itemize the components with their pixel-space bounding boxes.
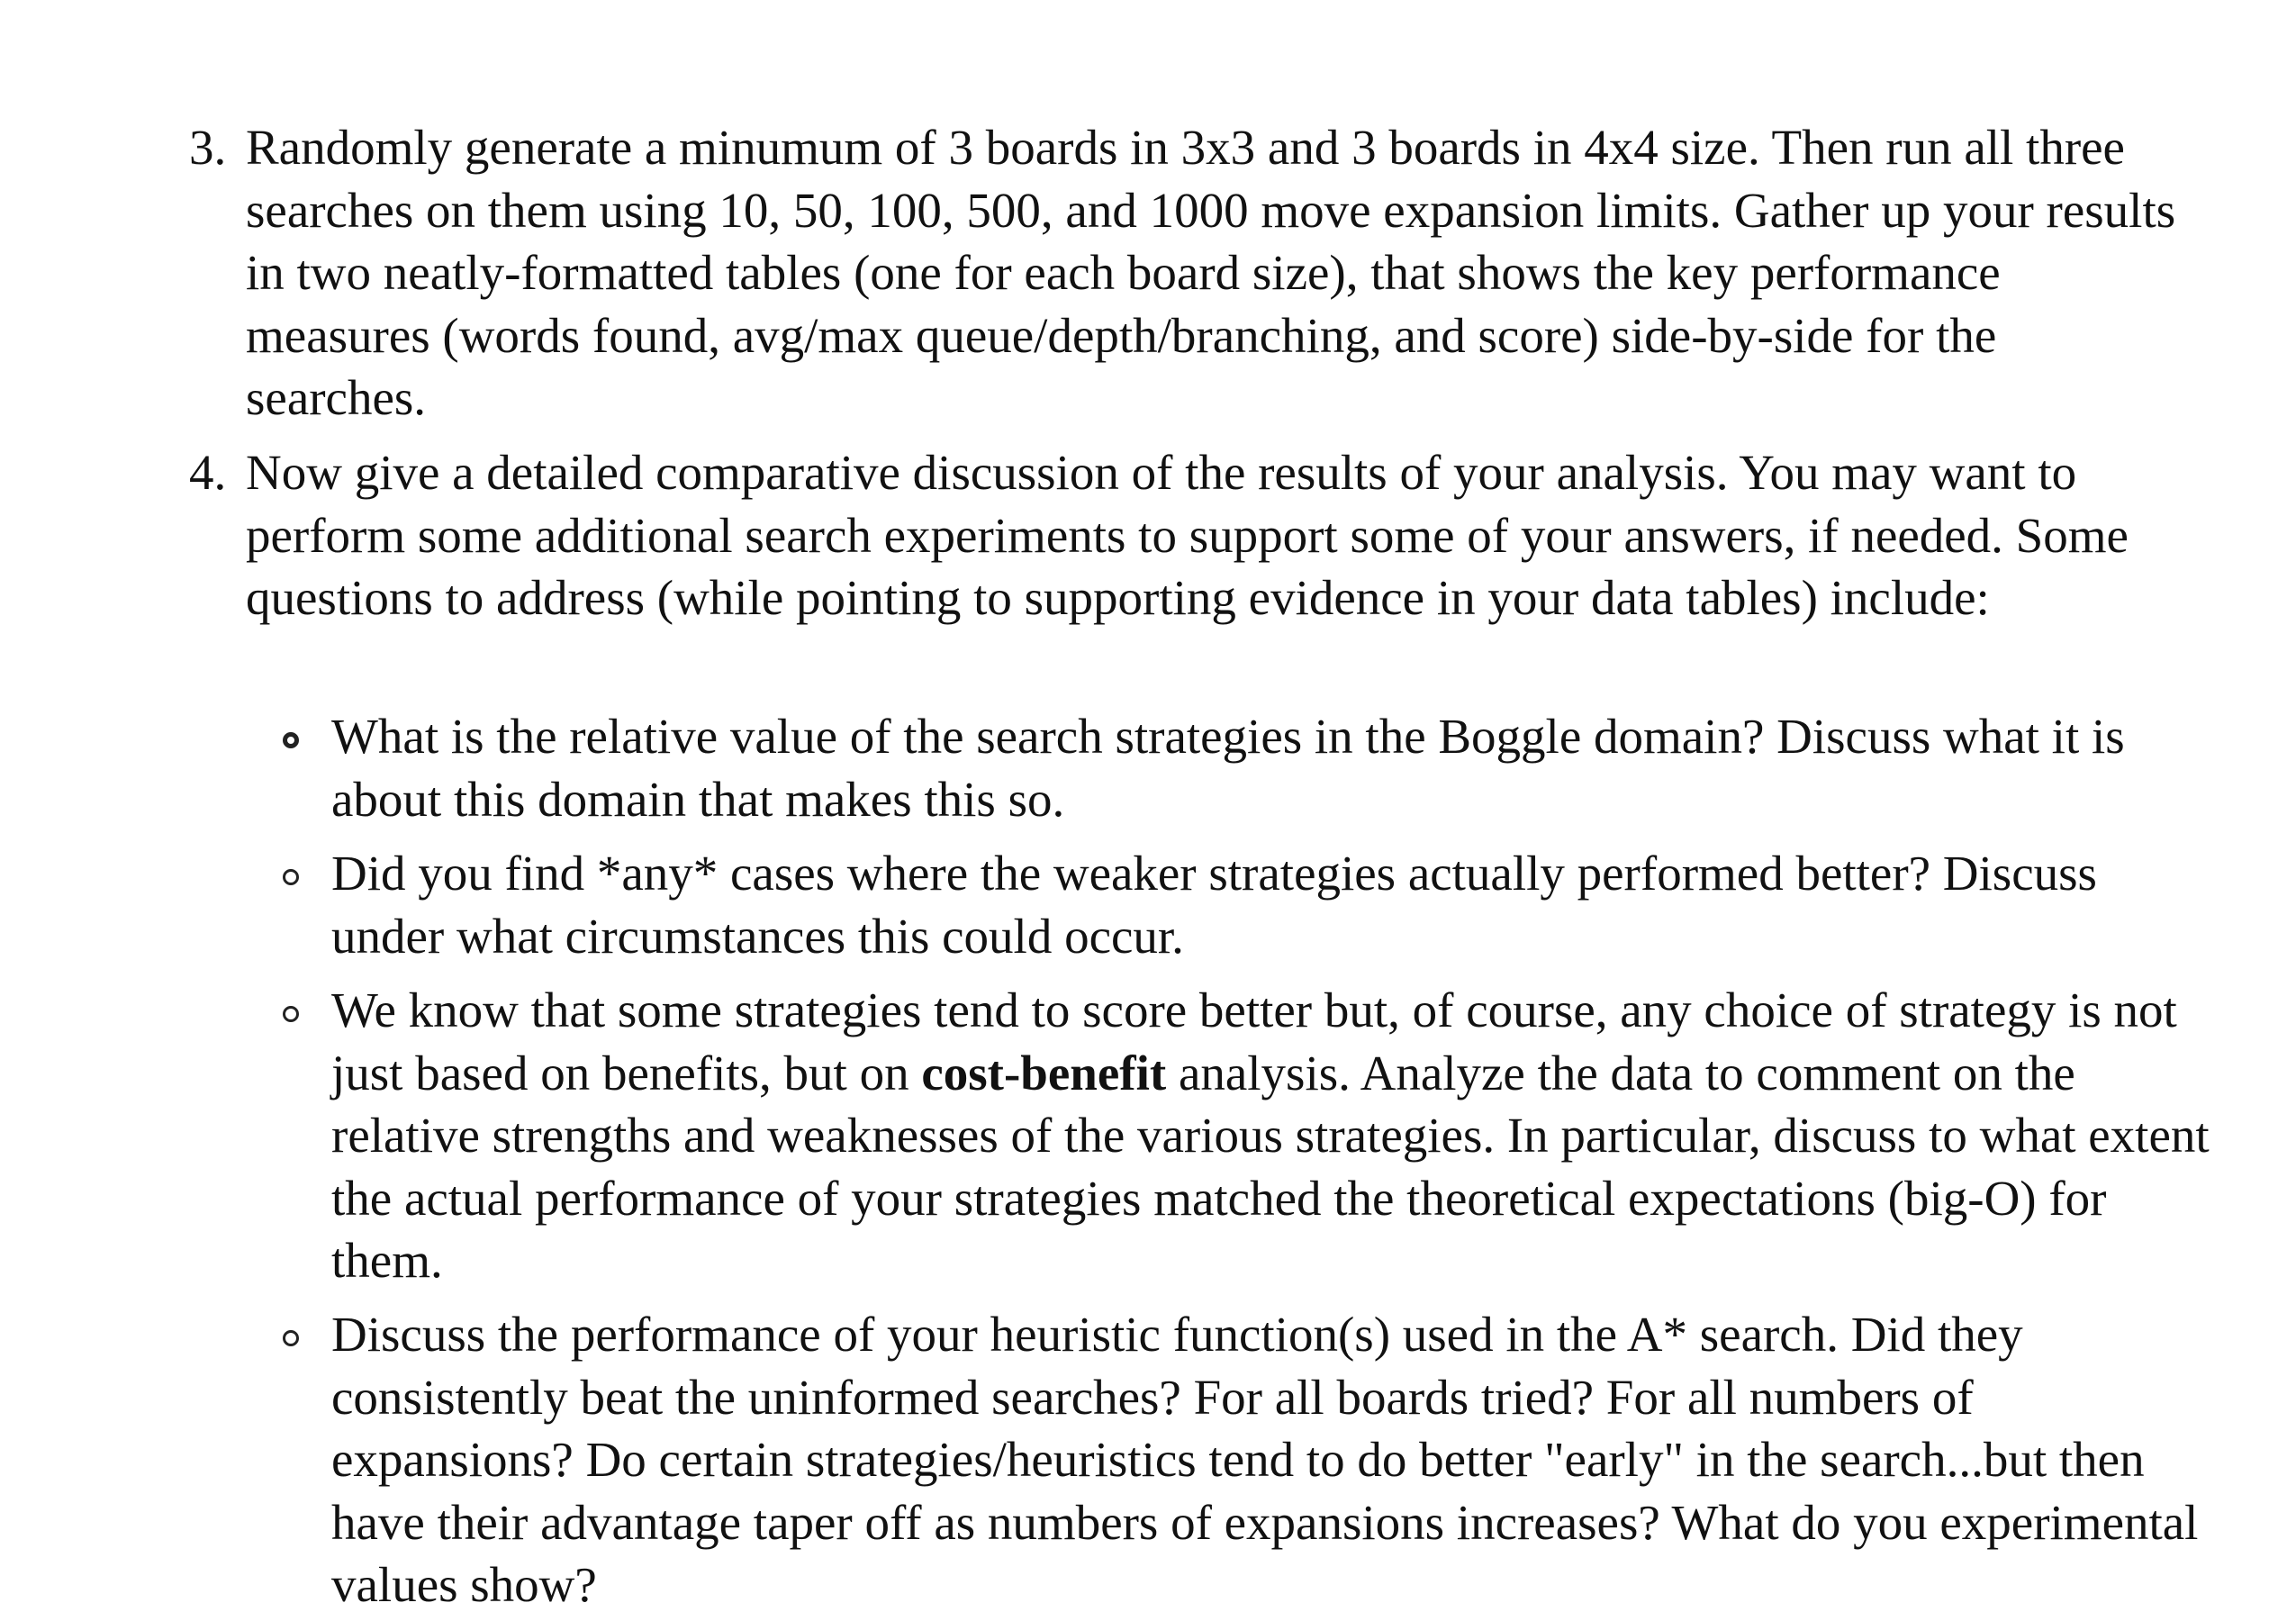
item-text: Now give a detailed comparative discussion of the results of your analysis. You may want to perform some additional search experiments to support some of your answers, if needed. Some questions to address (while pointing to supporting evidence in your data tables) include: (246, 445, 2129, 625)
bullet-text (331, 979, 2213, 1292)
bullet-text: What is the relative value of the search strategies in the Boggle domain? Discuss what it is about this domain that makes this so. (331, 709, 2125, 827)
sub-bullet-relative-value (270, 705, 2206, 830)
hollow-circle-bullet-icon (283, 732, 299, 748)
sub-bullet-heuristic-performance (270, 1303, 2206, 1616)
hollow-circle-bullet-icon (283, 1330, 299, 1346)
bullet-text: Discuss the performance of your heuristic function(s) used in the A* search. Did they consistently beat the uninformed searches? For all boards tried? For all numbers of expansions? Do certain strategies/heuristics tend to do better "early" in the search...but then have their advantage taper off as numbers of expansions increases? What do you experimental values show? (331, 1307, 2199, 1612)
item-number: 3. (189, 120, 227, 175)
emphasis-cost-benefit: cost-benefit (921, 1045, 1167, 1100)
bullet-text-part: analysis. Analyze the data to comment on the relative strengths and weaknesses of the various strategies. In particular, discuss to what extent the actual performance of your strategies matched the theoretical expectations (big-O) for them. (331, 1045, 2210, 1288)
hollow-circle-bullet-icon (283, 1006, 299, 1022)
bullet-text: Did you find *any* cases where the weaker strategies actually performed better? Discuss under what circumstances this could occur. (331, 846, 2097, 964)
sub-bullet-cost-benefit (270, 979, 2210, 1292)
numbered-item-4 (189, 441, 2215, 629)
sub-bullet-weaker-strategies (270, 842, 2206, 967)
numbered-item-3 (189, 116, 2215, 430)
item-text: Randomly generate a minumum of 3 boards in 3x3 and 3 boards in 4x4 size. Then run all three searches on them using 10, 50, 100, 500, and 1000 move expansion limits. Gather up your results in two neatly-formatted tables (one for each board size), that shows the key performance measures (words found, avg/max queue/depth/branching, and score) side-by-side for the searches. (246, 120, 2176, 425)
hollow-circle-bullet-icon (283, 869, 299, 885)
bullet-text-part: We know that some strategies tend to score better but, of course, any choice of strategy is not just based on benefits, but on (331, 983, 2177, 1100)
item-number: 4. (189, 445, 227, 500)
